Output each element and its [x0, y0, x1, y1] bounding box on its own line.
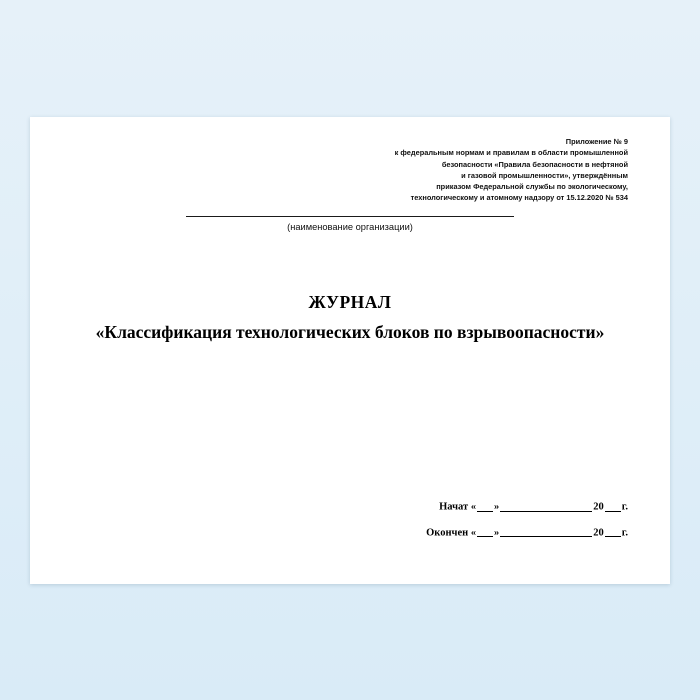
- journal-end-row: [328, 527, 628, 538]
- organization-block: [30, 215, 670, 232]
- appendix-line-2: к федеральным нормам и правилам в области промышленной: [394, 148, 628, 158]
- journal-start-row: [328, 501, 628, 512]
- organization-blank-line: [186, 215, 514, 217]
- appendix-line-5: приказом Федеральной службы по экологическому,: [436, 182, 628, 191]
- journal-end-year: 20: [593, 527, 604, 538]
- journal-start-day-blank: [477, 501, 493, 511]
- journal-start-month-blank: [500, 501, 592, 511]
- journal-end-year-suffix: г.: [621, 527, 628, 538]
- page-content: [30, 117, 670, 584]
- journal-start-year: 20: [593, 501, 604, 513]
- appendix-line-3: безопасности «Правила безопасности в нефтяной: [441, 159, 628, 169]
- appendix-line-6: технологическому и атомному надзору от 15.12.2020 № 534: [410, 193, 628, 203]
- document-page: [30, 117, 670, 584]
- journal-start-year-blank: [605, 501, 621, 511]
- journal-start-year-suffix: г.: [621, 501, 628, 513]
- appendix-reference-block: [318, 136, 628, 204]
- journal-end-day-blank: [477, 527, 493, 537]
- journal-end-month-blank: [500, 527, 592, 537]
- page-title: ЖУРНАЛ: [308, 292, 392, 312]
- journal-date-block: [328, 501, 628, 538]
- journal-end-label: Окончен «: [426, 527, 477, 538]
- title-block: [30, 292, 670, 343]
- journal-start-label: Начат «: [439, 501, 477, 513]
- journal-end-year-blank: [605, 527, 621, 537]
- journal-end-quote-close: »: [494, 527, 500, 538]
- organization-caption: (наименование организации): [287, 222, 413, 232]
- journal-start-quote-close: »: [494, 501, 500, 513]
- appendix-line-4: и газовой промышленности», утверждённым: [461, 170, 628, 180]
- page-subtitle: «Классификация технологических блоков по взрывоопасности»: [95, 322, 605, 342]
- appendix-line-1: Приложение № 9: [565, 137, 628, 146]
